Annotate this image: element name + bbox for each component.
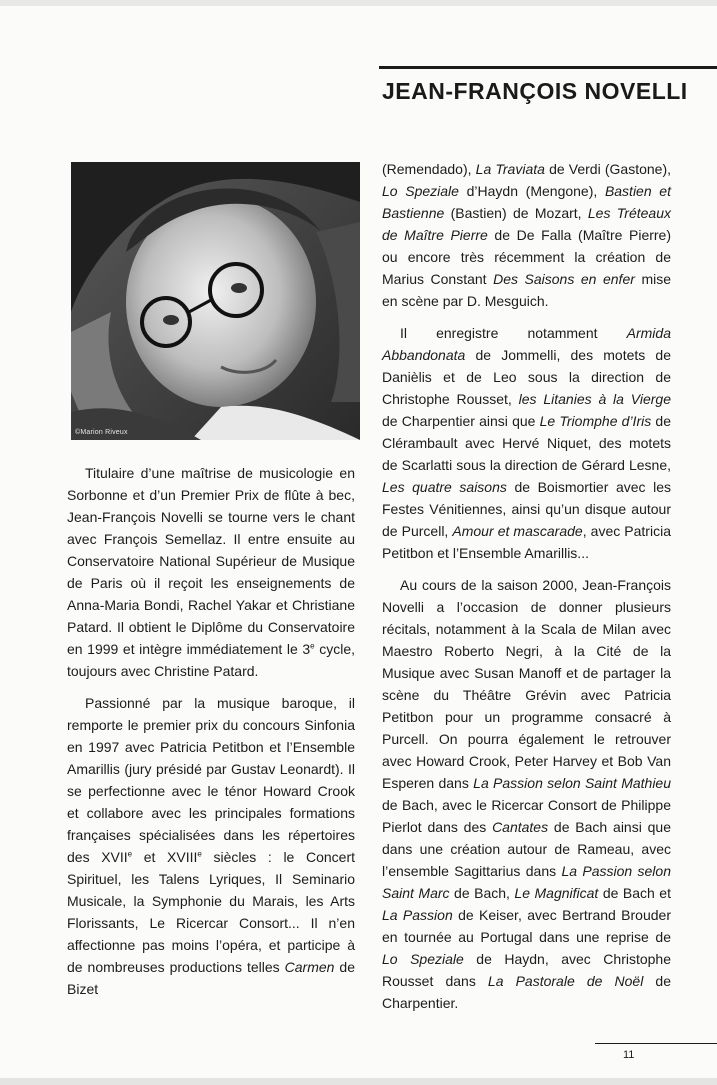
text-span: de Bizet xyxy=(67,959,355,997)
text-span: mise en scène par D. Mesguich. xyxy=(382,271,671,309)
italic-title: Le Triomphe d’Iris xyxy=(539,413,652,429)
italic-title: Armida Abbandonata xyxy=(382,325,671,363)
italic-title: Les Tréteaux de Maître Pierre xyxy=(382,205,672,243)
text-span: de Haydn, avec Christophe Rousset dans xyxy=(382,951,671,989)
page-title: JEAN-FRANÇOIS NOVELLI xyxy=(382,78,688,104)
italic-title: Les quatre saisons xyxy=(382,479,507,495)
italic-title: les Litanies à la Vierge xyxy=(518,391,672,407)
text-span: Titulaire d’une maîtrise de musicologie en Sorbonne et d’un Premier Prix de flûte à bec, Jean-François Novelli se tourne vers le chant avec François Semellaz. Il entre ensuite au Conservatoire National Supérieur de Musique de Paris où il reçoit les enseignements de Anna-Maria Bondi, Rachel Yakar et Christiane Patard. Il obtient le Diplôme du Conservatoire en 1999 et intègre immédiatement le 3 xyxy=(67,465,355,657)
text-span: de Bach et xyxy=(598,885,671,901)
text-span: siècles : le Concert Spirituel, les Talens Lyriques, Il Seminario Musicale, la Symphonie du Marais, les Arts Florissants, Le Ricercar Consort... Il n’en affectionne pas moins l’opéra, et participe à de nombreuses productions telles xyxy=(67,849,355,975)
text-span: d’Haydn (Mengone), xyxy=(458,183,605,199)
bio-paragraph-5 xyxy=(382,574,671,1014)
superscript: e xyxy=(127,849,133,859)
right-column xyxy=(382,158,671,1014)
left-column xyxy=(67,462,355,1000)
portrait-photo xyxy=(71,162,360,440)
text-span: , avec Patricia Petitbon et l’Ensemble Amarillis... xyxy=(382,523,671,561)
text-span: de Bach, avec le Ricercar Consort de Philippe Pierlot dans des xyxy=(382,797,671,835)
title-rule xyxy=(379,66,717,69)
text-span: et XVIII xyxy=(132,849,198,865)
italic-title: La Passion selon Saint Marc xyxy=(382,863,671,901)
text-span: de Verdi (Gastone), xyxy=(544,161,671,177)
text-span: (Remendado), xyxy=(382,161,476,177)
text-span: (Bastien) de Mozart, xyxy=(444,205,588,221)
superscript: e xyxy=(310,641,315,651)
text-span: Passionné par la musique baroque, il remporte le premier prix du concours Sinfonia en 1997 avec Patricia Petitbon et l’Ensemble Amarillis (jury présidé par Gustav Leonardt). Il se perfectionne avec le ténor Howard Crook et collabore avec les principales formations françaises spécialisées dans les répertoires des XVII xyxy=(67,695,355,865)
italic-title: Cantates xyxy=(492,819,549,835)
bio-paragraph-2 xyxy=(67,692,355,1000)
text-span: Au cours de la saison 2000, Jean-François Novelli a l’occasion de donner plusieurs récitals, notamment à la Scala de Milan avec Maestro Roberto Negri, à la Cité de la Musique avec Susan Manoff et de partager la scène du Théâtre Grévin avec Patricia Petitbon pour un programme consacré à Purcell. On pourra également le retrouver avec Howard Crook, Peter Harvey et Bob Van Esperen dans xyxy=(382,577,671,791)
text-span: Il enregistre notamment xyxy=(400,325,627,341)
page-number: 11 xyxy=(623,1049,635,1061)
italic-title: Bastien et Bastienne xyxy=(382,183,671,221)
bottom-scan-edge xyxy=(0,1078,717,1085)
italic-title: Amour et mascarade xyxy=(452,523,583,539)
text-span: de Bach ainsi que dans une création autour de Rameau, avec l’ensemble Sagittarius dans xyxy=(382,819,671,879)
text-span: de Boismortier avec les Festes Vénitiennes, ainsi qu’un disque autour de Purcell, xyxy=(382,479,671,539)
italic-title: Le Magnificat xyxy=(514,885,599,901)
italic-title: La Passion xyxy=(382,907,453,923)
top-scan-edge xyxy=(0,0,717,6)
bio-paragraph-3 xyxy=(382,158,671,312)
text-span: cycle, toujours avec Christine Patard. xyxy=(67,641,355,679)
italic-title: La Pastorale de Noël xyxy=(487,973,644,989)
bio-paragraph-4 xyxy=(382,322,671,564)
italic-title: La Traviata xyxy=(475,161,545,177)
text-span: de Clérambault avec Hervé Niquet, des motets de Scarlatti sous la direction de Gérard Lesne, xyxy=(382,413,671,473)
text-span: de De Falla (Maître Pierre) ou encore très récemment la création de Marius Constant xyxy=(382,227,672,287)
text-span: de Charpentier. xyxy=(382,973,671,1011)
italic-title: La Passion selon Saint Mathieu xyxy=(473,775,671,791)
superscript: e xyxy=(197,849,202,859)
photo-credit: ©Marion Riveux xyxy=(75,429,128,436)
footer-rule xyxy=(595,1043,717,1044)
text-span: de Jommelli, des motets de Danièlis et de Leo sous la direction de Christophe Rousset, xyxy=(382,347,671,407)
italic-title: Lo Speziale xyxy=(382,183,459,199)
bio-paragraph-1 xyxy=(67,462,355,682)
italic-title: Lo Speziale xyxy=(382,951,464,967)
portrait-image xyxy=(71,162,360,440)
italic-title: Des Saisons en enfer xyxy=(493,271,635,287)
text-span: de Charpentier ainsi que xyxy=(382,413,540,429)
text-span: de Bach, xyxy=(449,885,515,901)
italic-title: Carmen xyxy=(284,959,335,975)
text-span: de Keiser, avec Bertrand Brouder en tournée au Portugal dans une reprise de xyxy=(382,907,671,945)
